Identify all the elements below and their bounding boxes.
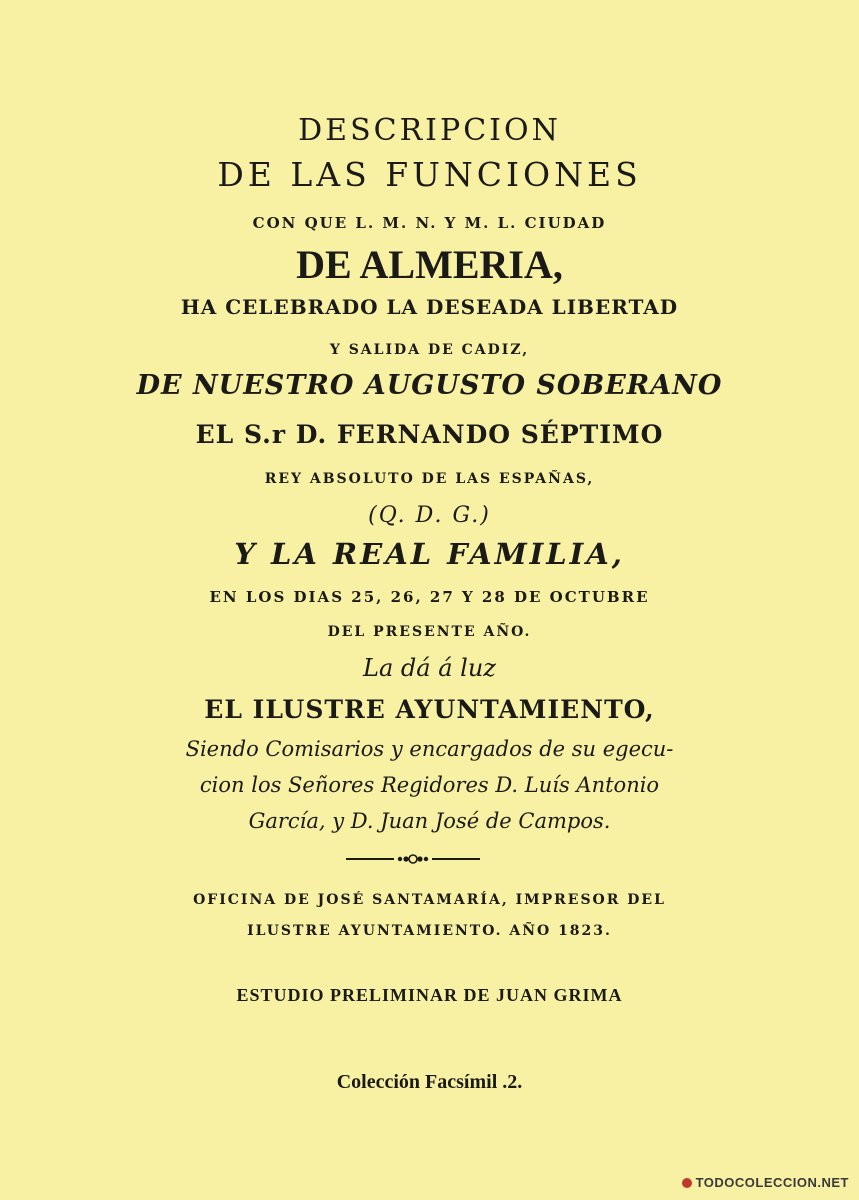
title-line-campos: García, y D. Juan José de Campos. — [248, 809, 611, 833]
title-line-presente: DEL PRESENTE AÑO. — [327, 624, 532, 640]
collection-line: Colección Facsímil .2. — [336, 1071, 523, 1093]
title-line-qdg: (Q. D. G.) — [368, 503, 491, 528]
title-line-libertad: HA CELEBRADO LA DESEADA LIBERTAD — [180, 295, 679, 319]
title-line-soberano: DE NUESTRO AUGUSTO SOBERANO — [136, 370, 723, 401]
title-line-almeria: DE ALMERIA, — [296, 242, 563, 287]
ornament-divider — [344, 852, 482, 866]
printer-line-year: ILUSTRE AYUNTAMIENTO. AÑO 1823. — [247, 923, 612, 939]
title-line-descripcion: DESCRIPCION — [298, 113, 561, 148]
printer-line-oficina: OFICINA DE JOSÉ SANTAMARÍA, IMPRESOR DEL — [193, 892, 666, 908]
title-line-rey: REY ABSOLUTO DE LAS ESPAÑAS, — [264, 471, 595, 487]
preliminary-study-line: ESTUDIO PRELIMINAR DE JUAN GRIMA — [236, 985, 623, 1005]
title-line-comisarios: Siendo Comisarios y encargados de su egecu- — [185, 737, 674, 761]
watermark-text: TODOCOLECCION.NET — [695, 1175, 849, 1190]
title-line-familia: Y LA REAL FAMILIA, — [234, 537, 625, 571]
title-line-regidores: cion los Señores Regidores D. Luís Antonio — [199, 773, 660, 797]
title-line-dias: EN LOS DIAS 25, 26, 27 Y 28 DE OCTUBRE — [209, 588, 650, 606]
title-line-ayuntamiento: EL ILUSTRE AYUNTAMIENTO, — [204, 695, 655, 724]
title-line-fernando: EL S.r D. FERNANDO SÉPTIMO — [195, 420, 664, 449]
title-line-ciudad: CON QUE L. M. N. Y M. L. CIUDAD — [252, 214, 607, 232]
watermark-dot-icon — [682, 1178, 692, 1188]
title-line-luz: La dá á luz — [363, 654, 496, 682]
watermark — [682, 1175, 849, 1190]
title-line-cadiz: Y SALIDA DE CADIZ, — [329, 342, 530, 358]
title-line-funciones: DE LAS FUNCIONES — [217, 155, 642, 194]
